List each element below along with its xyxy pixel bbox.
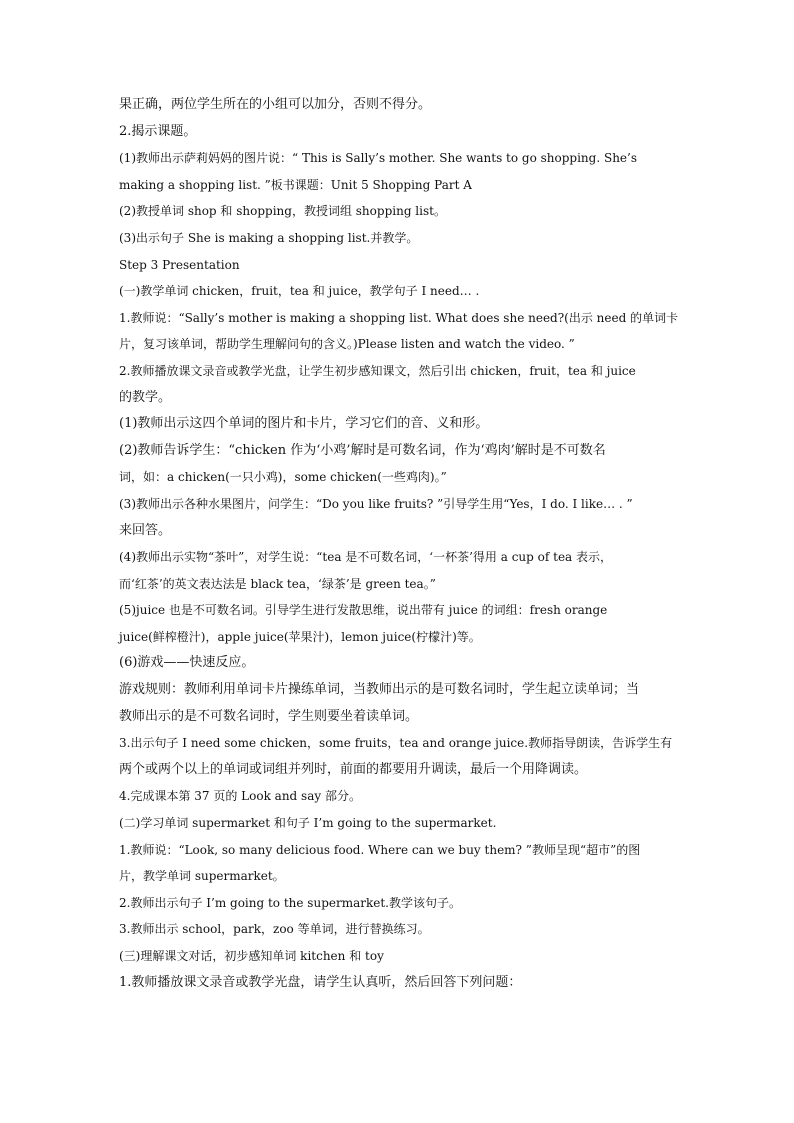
text-line: (4)教师出示实物“茶叶”，对学生说：“tea 是不可数名词，‘一杯茶’得用 a cup of tea 表示， [119,550,613,565]
text-line: 3.出示句子 I need some chicken，some fruits，tea and orange juice.教师指导朗读，告诉学生有 [119,736,673,751]
text-line: 1.教师说：“Sally’s mother is making a shopping list. What does she need?(出示 need 的单词卡 [119,310,679,325]
text-line: 2.教师播放课文录音或教学光盘，让学生初步感知课文，然后引出 chicken，fruit，tea 和 juice [119,363,636,378]
text-line: (二)学习单词 supermarket 和句子 I’m going to the supermarket. [119,816,497,831]
text-line: (2)教授单词 shop 和 shopping，教授词组 shopping list。 [119,204,446,219]
text-line: 的教学。 [119,389,172,405]
section-heading: Step 3 Presentation [119,257,240,272]
text-line: 游戏规则：教师利用单词卡片操练单词，当教师出示的是可数名词时，学生起立读单词；当 [119,682,640,698]
text-line: 教师出示的是不可数名词时，学生则要坐着读单词。 [119,708,419,724]
text-line: 3.教师出示 school，park，zoo 等单词，进行替换练习。 [119,922,430,937]
text-line: 1.教师播放课文录音或教学光盘，请学生认真听，然后回答下列问题： [119,974,522,990]
text-line: 来回答。 [119,522,172,538]
text-line: (1)教师出示这四个单词的图片和卡片，学习它们的音、义和形。 [119,416,489,432]
text-line: (5)juice 也是不可数名词。引导学生进行发散思维，说出带有 juice 的词组：fresh orange [119,603,608,618]
text-line: making a shopping list. ”板书课题：Unit 5 Shopping Part A [119,177,472,192]
text-line: 两个或两个以上的单词或词组并列时，前面的都要用升调读，最后一个用降调读。 [119,761,588,777]
text-line: 果正确，两位学生所在的小组可以加分，否则不得分。 [119,97,432,112]
text-line: (2)教师告诉学生：“chicken 作为‘小鸡’解时是可数名词，作为‘鸡肉’解时是不可数名 [119,442,606,458]
text-line: 4.完成课本第 37 页的 Look and say 部分。 [119,789,361,804]
text-line: (三)理解课文对话，初步感知单词 kitchen 和 toy [119,949,384,963]
text-line: 词，如：a chicken(一只小鸡)，some chicken(一些鸡肉)。” [119,470,447,485]
text-line: (3)教师出示各种水果图片，问学生：“Do you like fruits? ”引导学生用“Yes，I do. I like… . ” [119,496,633,511]
text-line: (一)教学单词 chicken，fruit，tea 和 juice，教学句子 I need… . [119,284,480,299]
text-line: 片，教学单词 supermarket。 [119,869,285,884]
text-line: 2.揭示课题。 [119,123,197,139]
text-line: 而‘红茶’的英文表达法是 black tea，‘绿茶’是 green tea。” [119,576,436,591]
text-line: 2.教师出示句子 I’m going to the supermarket.教学该句子。 [119,895,461,910]
text-line: 1.教师说：“Look, so many delicious food. Where can we buy them? ”教师呈现“超市”的图 [119,842,641,857]
text-line: (3)出示句子 She is making a shopping list.并教学。 [119,230,419,245]
text-line: 片，复习该单词，帮助学生理解问句的含义。)Please listen and watch the video. ” [119,337,575,352]
document-body [119,92,679,996]
text-line: juice(鲜榨橙汁)，apple juice(苹果汁)，lemon juice(柠檬汁)等。 [119,629,481,644]
text-line: (6)游戏——快速反应。 [119,655,255,671]
text-line: (1)教师出示萨莉妈妈的图片说：“ This is Sally’s mother. She wants to go shopping. She’s [119,151,637,166]
